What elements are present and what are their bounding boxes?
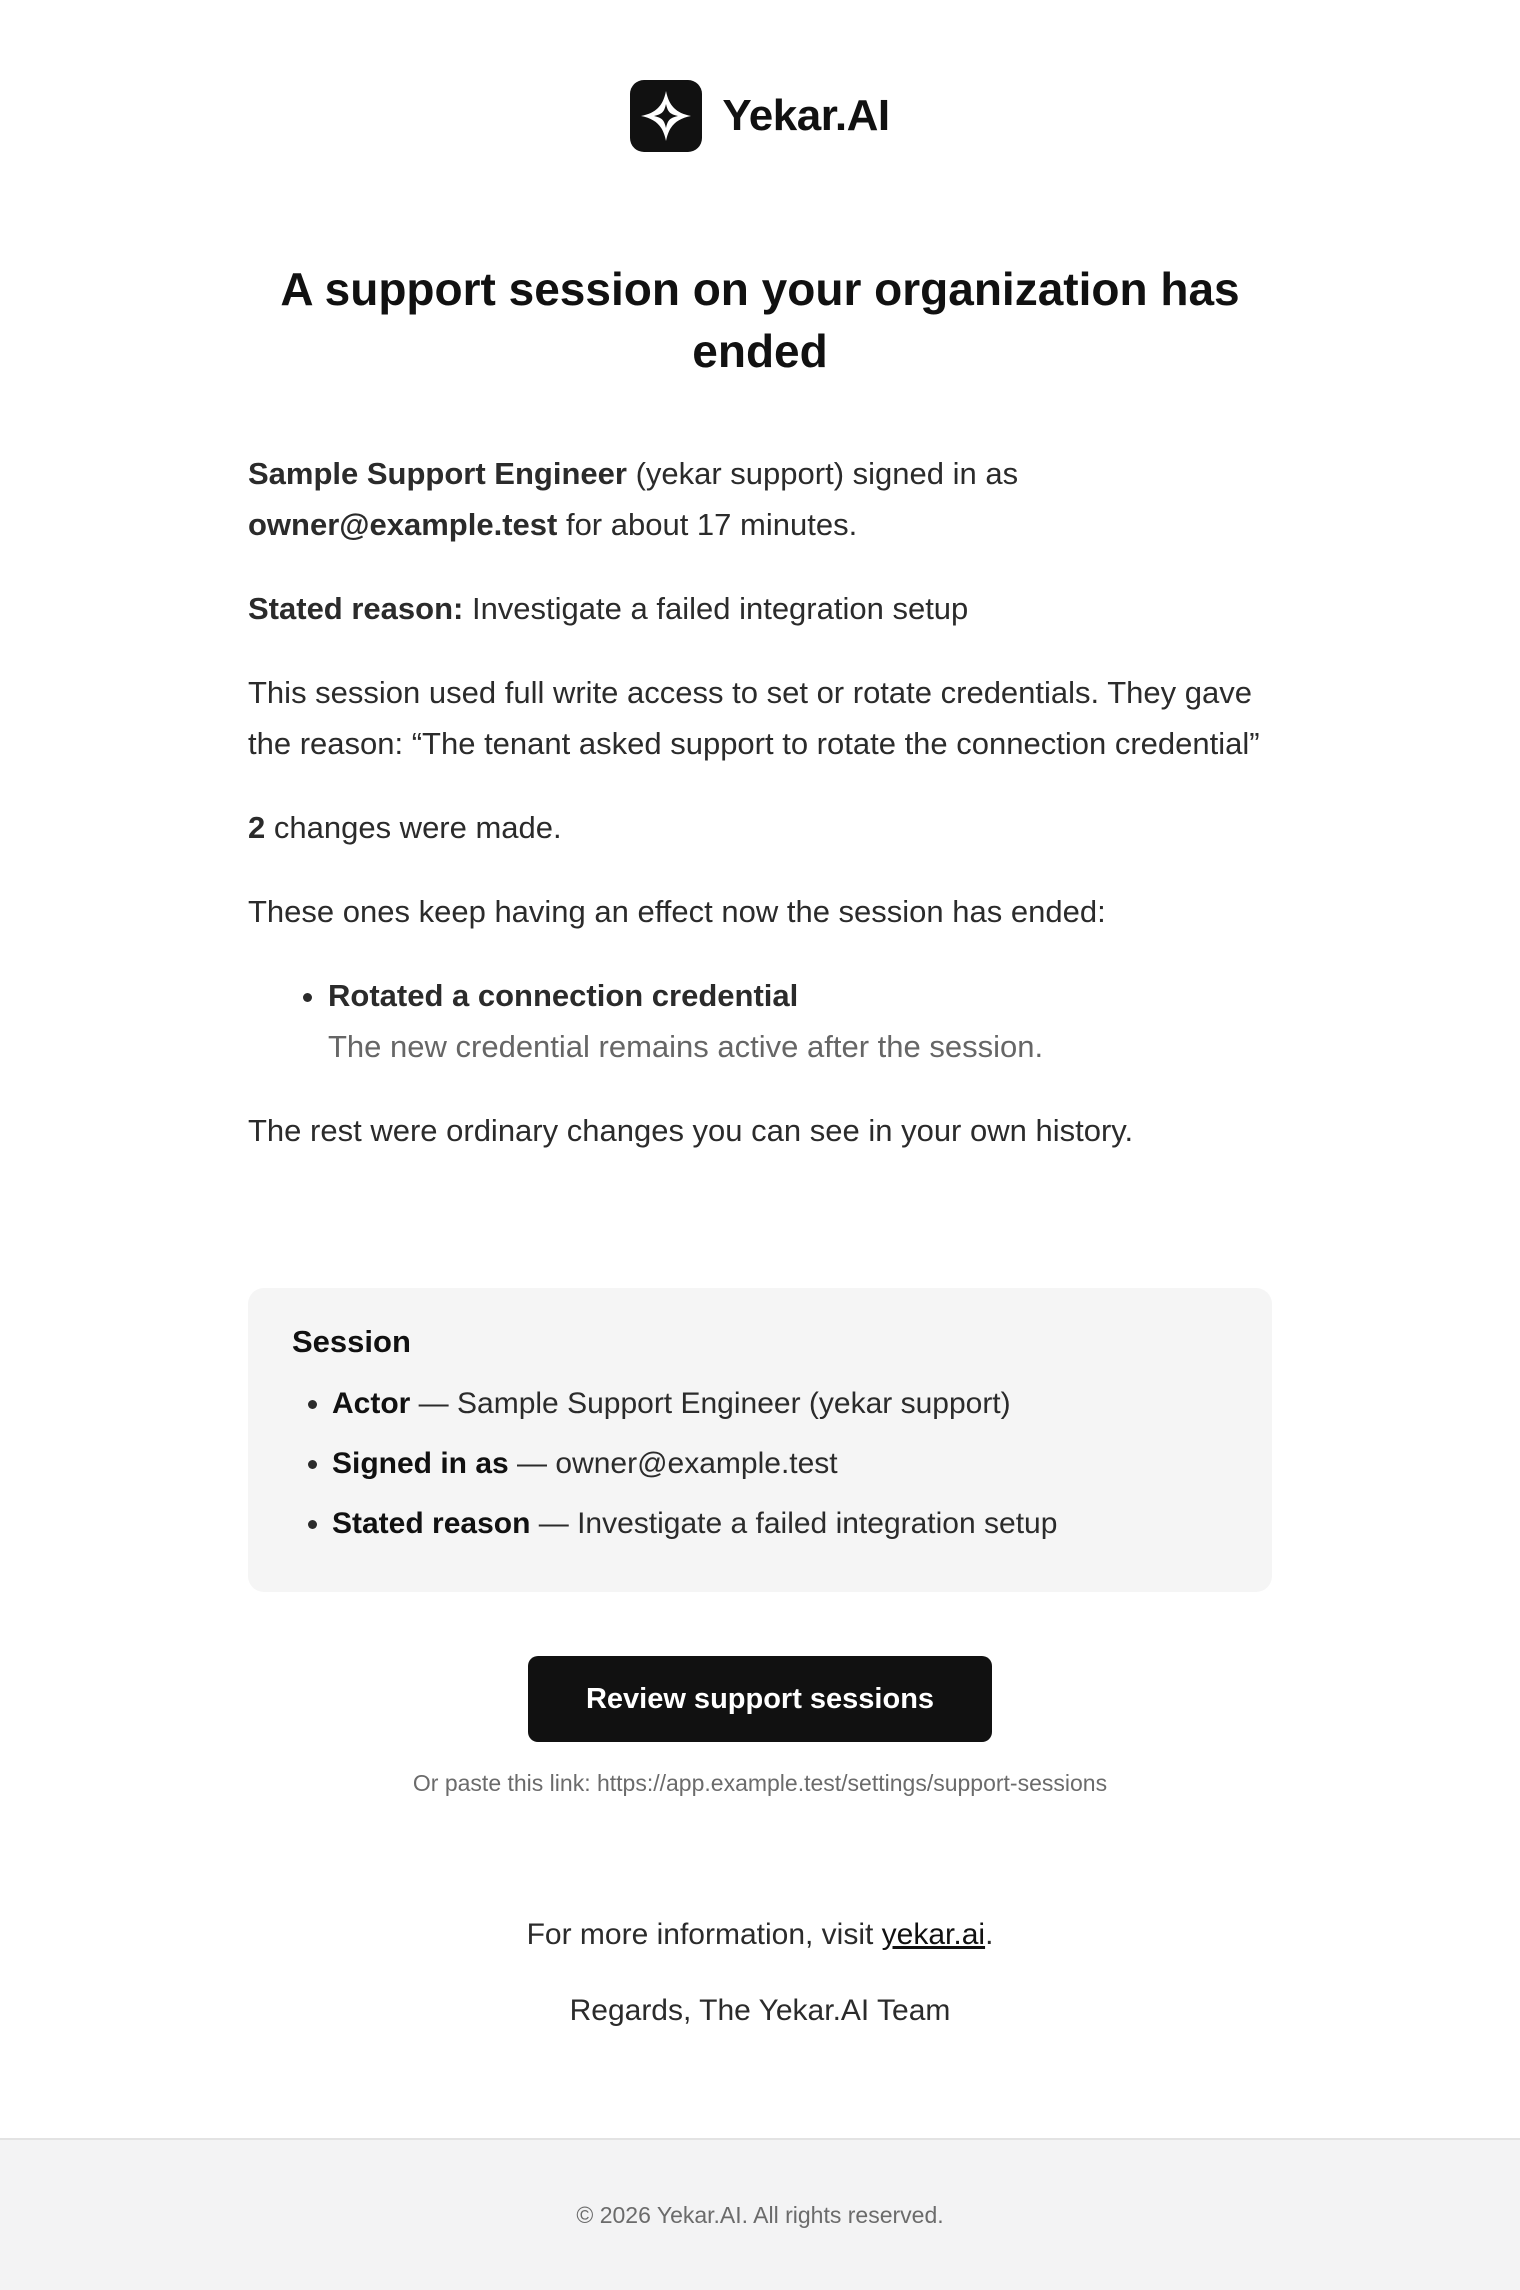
session-item-label: Actor — [332, 1387, 411, 1420]
changes-text: changes were made. — [265, 810, 562, 845]
session-item-value: — Investigate a failed integration setup — [530, 1507, 1058, 1540]
copyright-text: © 2026 Yekar.AI. All rights reserved. — [576, 2201, 944, 2228]
effect-title: • Rotated a connection credential — [328, 978, 799, 1013]
changes-paragraph — [248, 802, 1272, 853]
review-support-sessions-button[interactable]: Review support sessions — [528, 1656, 992, 1742]
write-access-paragraph: This session used full write access to set or rotate credentials. They gave the reason: “The tenant asked support to rotate the connection credential” — [248, 675, 1260, 761]
effect-description: The new credential remains active after the session. — [328, 1029, 1044, 1064]
changes-count: 2 — [248, 810, 266, 845]
list-item — [332, 1434, 1228, 1494]
session-item-value: — Sample Support Engineer (yekar support) — [410, 1387, 1011, 1420]
yekar-link[interactable]: yekar.ai — [881, 1918, 986, 1951]
lasting-effects-list — [248, 970, 1272, 1072]
session-details-list — [292, 1374, 1228, 1554]
session-item-label: Signed in as — [332, 1447, 509, 1480]
rest-paragraph: The rest were ordinary changes you can see in your own history. — [248, 1113, 1134, 1148]
session-item-value: — owner@example.test — [508, 1447, 838, 1480]
list-item — [328, 970, 1272, 1072]
brand-name: Yekar.AI — [722, 91, 890, 140]
cta-container — [0, 1656, 1520, 1742]
actor-org-text: (yekar support) signed in as — [626, 456, 1019, 491]
email-body — [248, 448, 1272, 1189]
list-item — [332, 1494, 1228, 1554]
logo — [630, 80, 702, 152]
paste-link-text: Or paste this link: https://app.example.test/settings/support-sessions — [412, 1770, 1108, 1796]
page-title: A support session on your organization has ended — [280, 263, 1240, 377]
more-info-suffix: . — [985, 1918, 994, 1951]
more-info-text — [0, 1918, 1520, 1952]
session-summary-card — [248, 1288, 1272, 1592]
session-item-label: Stated reason — [332, 1507, 531, 1540]
brand-header — [0, 80, 1520, 152]
reason-paragraph — [248, 583, 1272, 634]
signed-in-email: owner@example.test — [248, 507, 558, 542]
session-title: Session — [292, 1324, 411, 1359]
reason-text: Investigate a failed integration setup — [463, 591, 969, 626]
effects-intro: These ones keep having an effect now the session has ended: — [248, 894, 1106, 929]
actor-name: Sample Support Engineer — [248, 456, 627, 491]
duration-text: for about 17 minutes. — [557, 507, 858, 542]
regards-text: Regards, The Yekar.AI Team — [569, 1994, 951, 2027]
intro-paragraph — [248, 448, 1272, 550]
reason-label: Stated reason: — [248, 591, 464, 626]
footer — [0, 2138, 1520, 2290]
list-item — [332, 1374, 1228, 1434]
sparkle-star-icon — [638, 88, 694, 144]
more-info-prefix: For more information, visit — [526, 1918, 882, 1951]
